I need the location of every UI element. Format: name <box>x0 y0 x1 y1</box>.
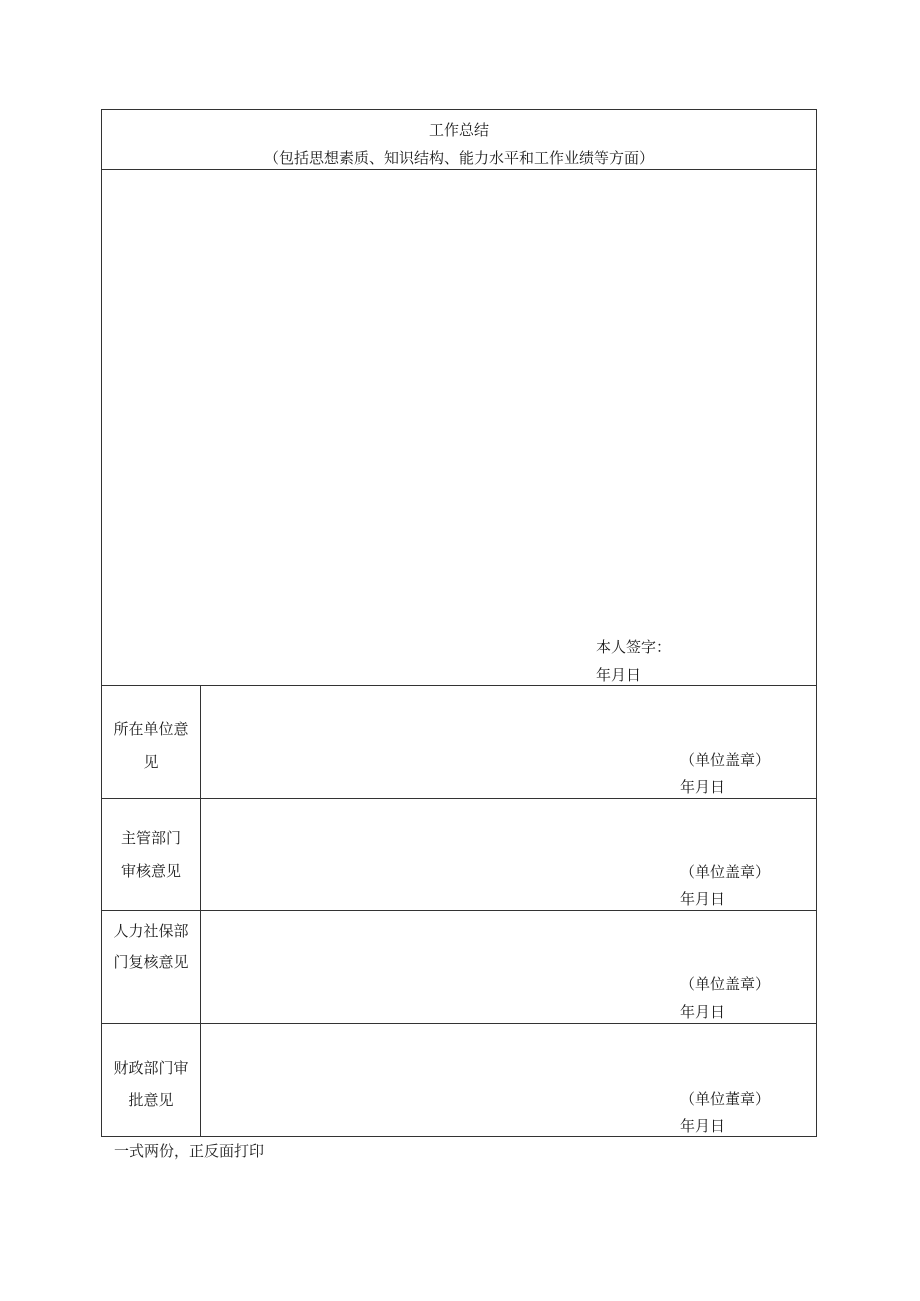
unit-opinion-stamp: （单位盖章） <box>680 751 771 769</box>
footer-note: 一式两份，正反面打印 <box>114 1142 265 1160</box>
summary-subtitle: （包括思想素质、知识结构、能力水平和工作业绩等方面） <box>263 149 654 167</box>
finance-approval-label-1: 财政部门审 <box>113 1059 189 1077</box>
hr-recheck-label-2: 门复核意见 <box>113 953 189 971</box>
finance-approval-date: 年月日 <box>680 1117 726 1135</box>
unit-opinion-label-2: 见 <box>143 753 159 771</box>
dept-review-label-2: 审核意见 <box>120 862 181 880</box>
dept-review-stamp: （单位盖章） <box>680 863 771 881</box>
summary-title: 工作总结 <box>428 121 489 139</box>
unit-opinion-label-1: 所在单位意 <box>113 720 189 738</box>
hr-recheck-label-1: 人力社保部 <box>113 922 189 940</box>
work-summary-form <box>101 109 817 1137</box>
unit-opinion-date: 年月日 <box>680 778 726 796</box>
dept-review-label-1: 主管部门 <box>120 829 181 847</box>
signature-label: 本人签字： <box>596 638 672 656</box>
summary-text-area[interactable] <box>102 170 816 685</box>
dept-review-date: 年月日 <box>680 890 726 908</box>
finance-approval-stamp: （单位董章） <box>680 1090 771 1108</box>
signature-date: 年月日 <box>596 666 642 684</box>
hr-recheck-date: 年月日 <box>680 1003 726 1021</box>
finance-approval-label-2: 批意见 <box>128 1091 174 1109</box>
hr-recheck-stamp: （单位盖章） <box>680 975 771 993</box>
